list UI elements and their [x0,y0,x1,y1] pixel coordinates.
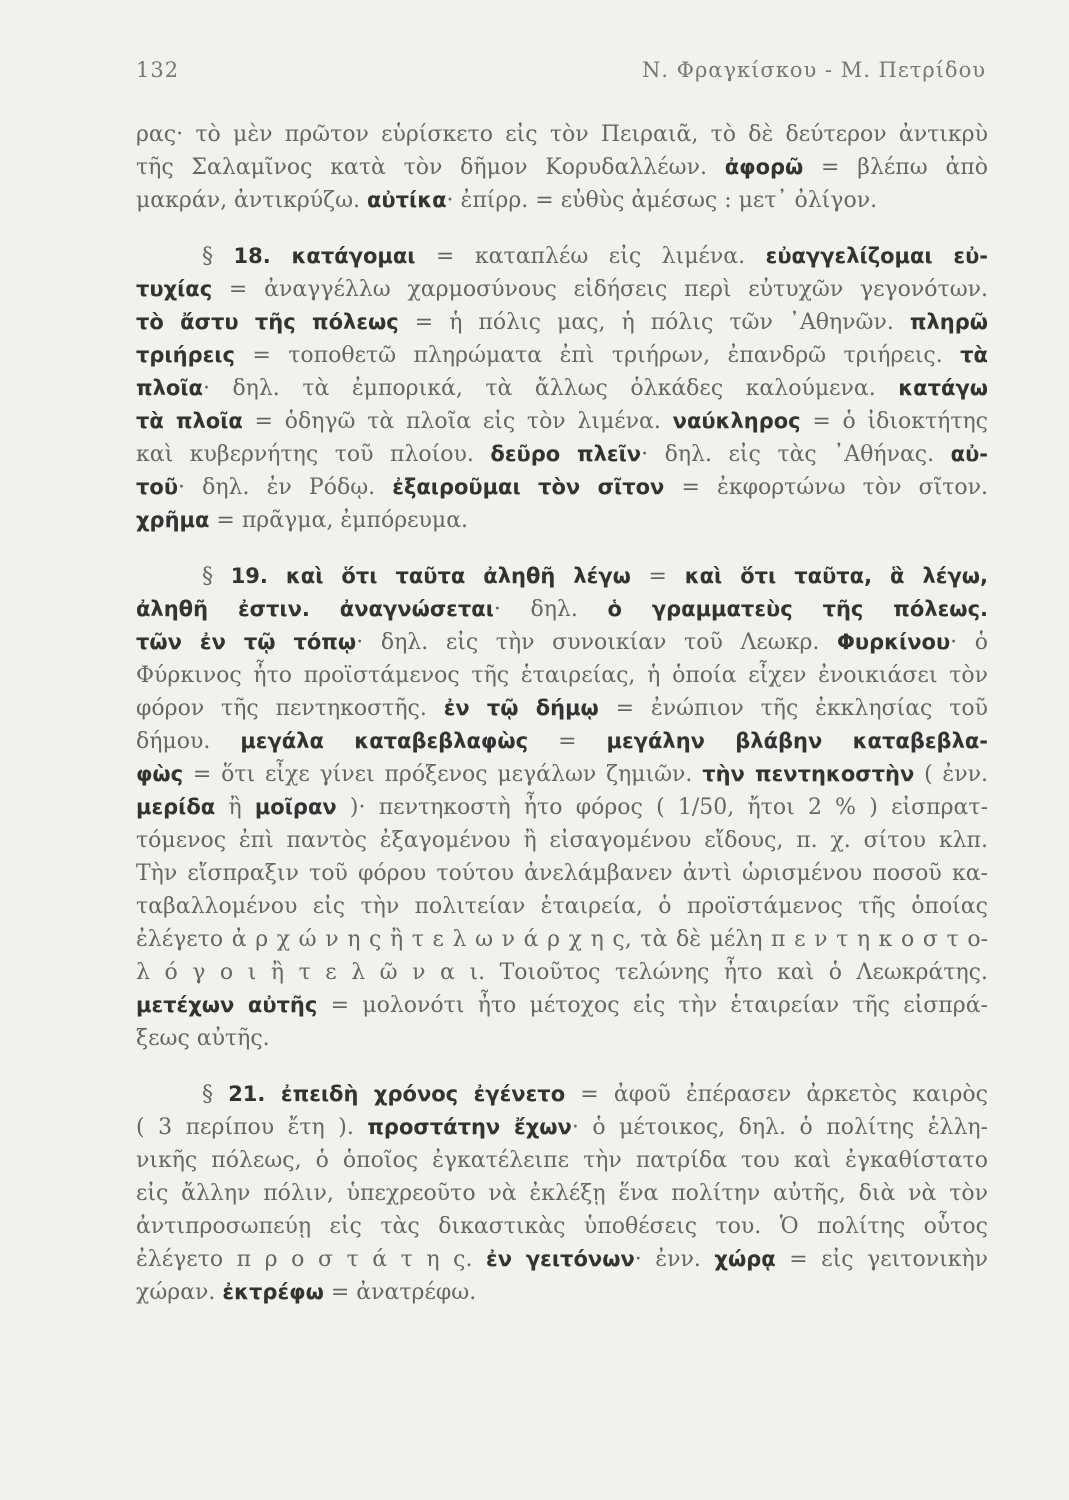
lemma-term: φὼς [136,762,184,786]
text-line [136,273,988,306]
gloss-text: ἢ [215,795,255,820]
paragraph [136,240,988,537]
gloss-text: = ἡ πόλις μας, ἡ πόλις τῶν ᾽Αθηνῶν. [398,310,910,335]
gloss-text: ἐλέγετο ἀ ρ χ ώ ν η ς ἢ τ ε λ ω ν ά ρ χ η ς, τὰ δὲ μέλη π ε ν τ η κ ο σ τ ο- [136,927,988,952]
lemma-term: Φυρκίνου [837,630,951,654]
text-line [136,1022,988,1055]
text-line [136,989,988,1022]
lemma-term: δεῦρο πλεῖν [490,442,642,466]
page-header [136,58,986,94]
gloss-text: · δηλ. ἐν Ρόδῳ. [178,475,393,500]
lemma-term: 21. ἐπειδὴ χρόνος ἐγένετο [228,1082,566,1106]
text-line [136,1144,988,1177]
gloss-text: )· πεντηκοστὴ ἦτο φόρος ( 1/50, ἤτοι 2 % ) εἰσπρατ- [336,795,988,820]
lemma-term: 19. καὶ ὅτι ταῦτα ἀληθῆ λέγω [230,564,631,588]
text-line [136,1243,988,1276]
gloss-text: εἰς ἄλλην πόλιν, ὑπεχρεοῦτο νὰ ἐκλέξῃ ἕνα πολίτην αὐτῆς, διὰ νὰ τὸν [136,1181,988,1206]
lemma-term: ὁ γραμματεὺς τῆς πόλεως. [607,597,988,621]
gloss-text: = ὁδηγῶ τὰ πλοῖα εἰς τὸν λιμένα. [242,409,673,434]
lemma-term: τριήρεις [136,343,235,367]
gloss-text: § [202,1082,229,1107]
lemma-term: προστάτην ἔχων [367,1115,572,1139]
text-line [136,339,988,372]
text-line [136,184,988,217]
gloss-text: ( 3 περίπου ἔτη ). [136,1115,368,1140]
text-line [136,626,988,659]
text-line [136,791,988,824]
gloss-text: = ἐνώπιον τῆς ἐκκλησίας τοῦ [598,696,988,721]
running-head: Ν. Φραγκίσκου - Μ. Πετρίδου [642,58,986,82]
text-line [136,372,988,405]
gloss-text: Φύρκινος ἦτο προϊστάμενος τῆς ἑταιρείας, ἡ ὁποία εἶχεν ἐνοικιάσει τὸν [136,663,988,688]
lemma-term: αὐτίκα [367,188,447,212]
text-line [136,438,988,471]
text-line [136,692,988,725]
gloss-text: ἐλέγετο π ρ ο σ τ ά τ η ς. [136,1247,487,1272]
lemma-term: καὶ ὅτι ταῦτα, ἃ λέγω, [684,564,988,588]
paragraph [136,560,988,1055]
gloss-text: = τοποθετῶ πληρώματα ἐπὶ τριήρων, ἐπανδρῶ τριήρεις. [234,343,961,368]
gloss-text: · δηλ. τὰ ἐμπορικά, τὰ ἄλλως ὁλκάδες καλούμενα. [202,376,899,401]
text-line [136,1177,988,1210]
gloss-text: ( ἐνν. [914,762,988,787]
gloss-text: · δηλ. [493,597,608,622]
text-line [136,1111,988,1144]
text-line [136,560,988,593]
gloss-text: τῆς Σαλαμῖνος κατὰ τὸν δῆμον Κορυδαλλέων. [136,155,725,180]
gloss-text: · ὁ μέτοικος, δηλ. ὁ πολίτης ἑλλη- [571,1115,988,1140]
gloss-text: δήμου. [136,729,241,754]
text-line [136,824,988,857]
gloss-text: § [202,244,234,269]
lemma-term: τυχίας [136,277,213,301]
page-number: 132 [136,58,180,82]
lemma-term: 18. κατάγομαι [233,244,416,268]
text-line [136,471,988,504]
lemma-term: τὴν πεντηκοστὴν [702,762,915,786]
gloss-text: τόμενος ἐπὶ παντὸς ἐξαγομένου ἢ εἰσαγομένου εἴδους, π. χ. σίτου κλπ. [136,828,988,853]
gloss-text: = ὅτι εἶχε γίνει πρόξενος μεγάλων ζημιῶν. [183,762,703,787]
lemma-term: ναύκληρος [672,409,801,433]
lemma-term: ἐν γειτόνων [486,1247,635,1271]
gloss-text: · ὁ [950,630,988,655]
text-line [136,306,988,339]
gloss-text: = καταπλέω εἰς λιμένα. [415,244,766,269]
lemma-term: μεγάλην βλάβην καταβεβλα- [606,729,988,753]
paragraph-gap [136,217,988,240]
gloss-text: = πρᾶγμα, ἐμπόρευμα. [209,508,469,533]
gloss-text: νικῆς πόλεως, ὁ ὁποῖος ἐγκατέλειπε τὴν πατρίδα του καὶ ἐγκαθίστατο [136,1148,988,1173]
lemma-term: χρῆμα [136,508,210,532]
gloss-text: λ ό γ ο ι ἢ τ ε λ ῶ ν α ι. Τοιοῦτος τελώνης ἦτο καὶ ὁ Λεωκράτης. [136,960,988,985]
gloss-text: · ἐνν. [634,1247,715,1272]
lemma-term: χώρᾳ [714,1247,776,1271]
text-line [136,659,988,692]
text-line [136,725,988,758]
text-line [136,758,988,791]
lemma-term: μετέχων αὐτῆς [136,993,318,1017]
gloss-text: = [630,564,685,589]
text-line [136,1276,988,1309]
text-line [136,151,988,184]
gloss-text: = ὁ ἰδιοκτήτης [800,409,988,434]
text-line [136,923,988,956]
lemma-term: αὐ- [950,442,988,466]
gloss-text: χώραν. [136,1280,223,1305]
gloss-text: § [202,564,231,589]
lemma-term: μοῖραν [254,795,337,819]
gloss-text: = [528,729,607,754]
gloss-text: = ἀναγγέλλω χαρμοσύνους εἰδήσεις περὶ εὐτυχῶν γεγονότων. [212,277,988,302]
gloss-text: · δηλ. εἰς τὴν συνοικίαν τοῦ Λεωκρ. [356,630,838,655]
lemma-term: ἐν τῷ δήμῳ [443,696,599,720]
lemma-term: τοῦ [136,475,179,499]
lemma-term: τὰ πλοῖα [136,409,243,433]
gloss-text: · ἐπίρρ. = εὐθὺς ἀμέσως : μετ᾽ ὀλίγον. [446,188,878,213]
lemma-term: μερίδα [136,795,216,819]
text-line [136,956,988,989]
gloss-text: ξεως αὐτῆς. [136,1026,270,1051]
commentary-text [136,118,988,1309]
gloss-text: Τὴν εἴσπραξιν τοῦ φόρου τούτου ἀνελάμβανεν ἀντὶ ὡρισμένου ποσοῦ κα- [136,861,988,886]
text-line [136,405,988,438]
text-line [136,504,988,537]
lemma-term: πλοῖα [136,376,203,400]
gloss-text: ἀντιπροσωπεύῃ εἰς τὰς δικαστικὰς ὑποθέσεις του. Ὁ πολίτης οὗτος [136,1214,988,1239]
lemma-term: τὰ [960,343,988,367]
gloss-text: = ἀνατρέφω. [323,1280,477,1305]
lemma-term: ἐξαιροῦμαι τὸν σῖτον [392,475,665,499]
lemma-term: ἀληθῆ ἐστιν. ἀναγνώσεται [136,597,494,621]
lemma-term: μεγάλα καταβεβλαφὼς [240,729,529,753]
lemma-term: τὸ ἄστυ τῆς πόλεως [136,310,399,334]
gloss-text: μακράν, ἀντικρύζω. [136,188,367,213]
paragraph-gap [136,1055,988,1078]
paragraph [136,1078,988,1309]
text-line [136,240,988,273]
paragraph-gap [136,537,988,560]
text-line [136,890,988,923]
text-line [136,118,988,151]
gloss-text: · δηλ. εἰς τὰς ᾽Αθήνας. [641,442,951,467]
gloss-text: = ἀφοῦ ἐπέρασεν ἀρκετὸς καιρὸς [565,1082,988,1107]
gloss-text: ταβαλλομένου εἰς τὴν πολιτείαν ἑταιρεία, ὁ προϊστάμενος τῆς ὁποίας [136,894,988,919]
text-line [136,593,988,626]
lemma-term: ἀφορῶ [724,155,804,179]
lemma-term: κατάγω [898,376,988,400]
text-line [136,1078,988,1111]
paragraph [136,118,988,217]
gloss-text: φόρον τῆς πεντηκοστῆς. [136,696,444,721]
gloss-text: = βλέπω ἀπὸ [803,155,988,180]
lemma-term: πληρῶ [909,310,988,334]
gloss-text: ρας [136,122,177,147]
lemma-term: ἐκτρέφω [222,1280,324,1304]
gloss-text: καὶ κυβερνήτης τοῦ πλοίου. [136,442,491,467]
lemma-term: τῶν ἐν τῷ τόπῳ [136,630,357,654]
lemma-term: εὐαγγελίζομαι εὐ- [765,244,988,268]
gloss-text: = ἐκφορτώνω τὸν σῖτον. [664,475,988,500]
gloss-text: = εἰς γειτονικὴν [775,1247,988,1272]
text-line [136,857,988,890]
gloss-text: = μολονότι ἦτο μέτοχος εἰς τὴν ἑταιρείαν τῆς εἰσπρά- [317,993,988,1018]
gloss-text: · τὸ μὲν πρῶτον εὑρίσκετο εἰς τὸν Πειραιᾶ, τὸ δὲ δεύτερον ἀντικρὺ [176,122,988,147]
text-line [136,1210,988,1243]
